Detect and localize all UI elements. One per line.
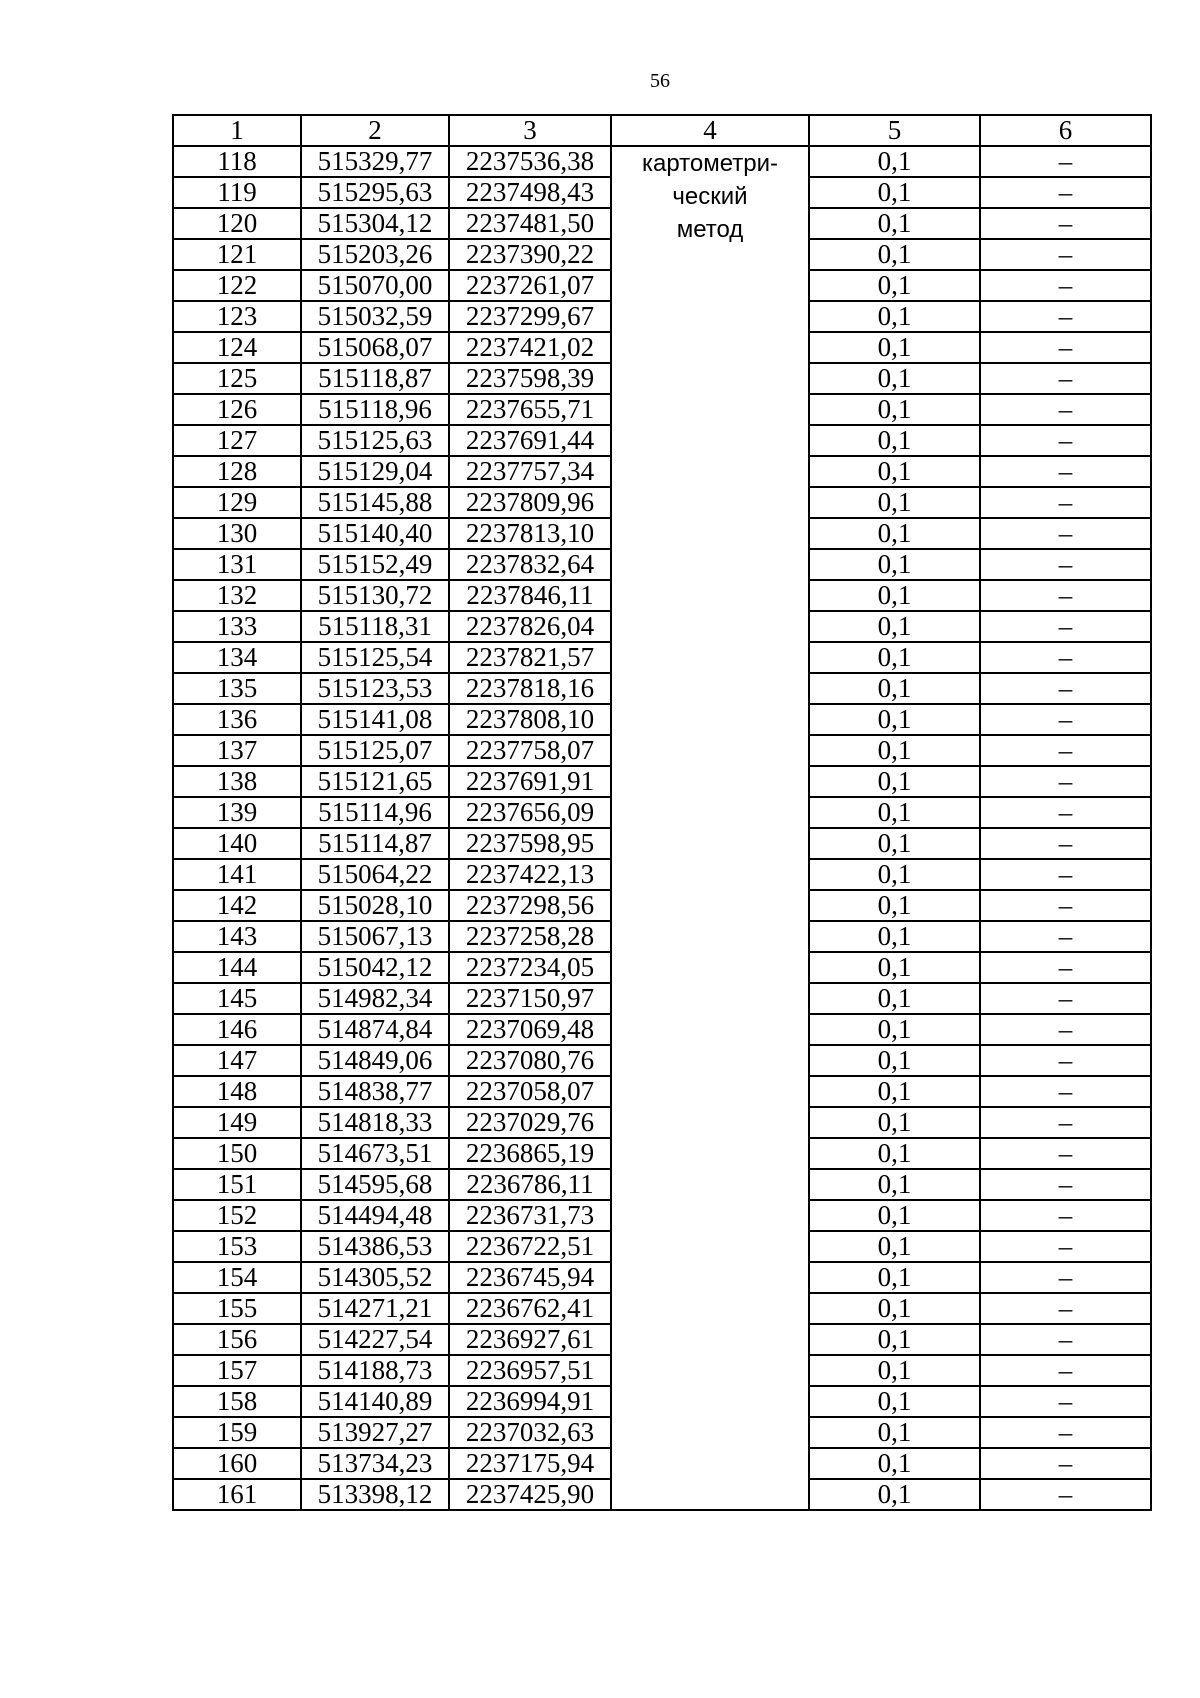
point-number-cell: 132: [173, 580, 301, 611]
method-cell: [611, 146, 809, 1510]
accuracy-cell: 0,1: [809, 983, 980, 1014]
accuracy-cell: 0,1: [809, 518, 980, 549]
note-cell: –: [980, 425, 1151, 456]
accuracy-cell: 0,1: [809, 1045, 980, 1076]
page-number: 56: [650, 70, 670, 92]
coordinate-x-cell: 515067,13: [301, 921, 449, 952]
accuracy-cell: 0,1: [809, 1355, 980, 1386]
header-cell-6: 6: [980, 115, 1151, 146]
note-cell: –: [980, 1076, 1151, 1107]
point-number-cell: 120: [173, 208, 301, 239]
coordinate-y-cell: 2236994,91: [449, 1386, 611, 1417]
coordinate-x-cell: 514982,34: [301, 983, 449, 1014]
coordinate-y-cell: 2236927,61: [449, 1324, 611, 1355]
coordinate-x-cell: 515304,12: [301, 208, 449, 239]
accuracy-cell: 0,1: [809, 394, 980, 425]
point-number-cell: 129: [173, 487, 301, 518]
coordinate-x-cell: 515129,04: [301, 456, 449, 487]
note-cell: –: [980, 332, 1151, 363]
coordinate-x-cell: 515118,96: [301, 394, 449, 425]
accuracy-cell: 0,1: [809, 1138, 980, 1169]
header-cell-2: 2: [301, 115, 449, 146]
point-number-cell: 149: [173, 1107, 301, 1138]
accuracy-cell: 0,1: [809, 611, 980, 642]
coordinate-y-cell: 2237813,10: [449, 518, 611, 549]
coordinate-x-cell: 514673,51: [301, 1138, 449, 1169]
point-number-cell: 122: [173, 270, 301, 301]
coordinate-x-cell: 515064,22: [301, 859, 449, 890]
accuracy-cell: 0,1: [809, 766, 980, 797]
coordinate-y-cell: 2237058,07: [449, 1076, 611, 1107]
accuracy-cell: 0,1: [809, 735, 980, 766]
coordinate-y-cell: 2236745,94: [449, 1262, 611, 1293]
point-number-cell: 130: [173, 518, 301, 549]
coordinate-x-cell: 515118,87: [301, 363, 449, 394]
point-number-cell: 138: [173, 766, 301, 797]
note-cell: –: [980, 270, 1151, 301]
accuracy-cell: 0,1: [809, 425, 980, 456]
coordinate-x-cell: 515295,63: [301, 177, 449, 208]
coordinate-x-cell: 515329,77: [301, 146, 449, 177]
note-cell: –: [980, 1200, 1151, 1231]
coordinate-y-cell: 2236786,11: [449, 1169, 611, 1200]
point-number-cell: 143: [173, 921, 301, 952]
point-number-cell: 148: [173, 1076, 301, 1107]
note-cell: –: [980, 952, 1151, 983]
header-cell-5: 5: [809, 115, 980, 146]
note-cell: –: [980, 766, 1151, 797]
note-cell: –: [980, 797, 1151, 828]
coordinate-y-cell: 2237029,76: [449, 1107, 611, 1138]
coordinate-y-cell: 2237691,44: [449, 425, 611, 456]
header-cell-1: 1: [173, 115, 301, 146]
coordinate-y-cell: 2237258,28: [449, 921, 611, 952]
accuracy-cell: 0,1: [809, 177, 980, 208]
accuracy-cell: 0,1: [809, 1479, 980, 1510]
note-cell: –: [980, 859, 1151, 890]
coordinate-x-cell: 515114,87: [301, 828, 449, 859]
header-row: [173, 115, 1151, 146]
coordinate-x-cell: 515114,96: [301, 797, 449, 828]
header-cell-4: 4: [611, 115, 809, 146]
coordinate-x-cell: 515125,54: [301, 642, 449, 673]
point-number-cell: 123: [173, 301, 301, 332]
point-number-cell: 139: [173, 797, 301, 828]
point-number-cell: 161: [173, 1479, 301, 1510]
coordinate-y-cell: 2237150,97: [449, 983, 611, 1014]
coordinate-y-cell: 2237234,05: [449, 952, 611, 983]
coordinate-y-cell: 2237846,11: [449, 580, 611, 611]
coordinate-x-cell: 515070,00: [301, 270, 449, 301]
point-number-cell: 133: [173, 611, 301, 642]
coordinate-y-cell: 2237826,04: [449, 611, 611, 642]
coordinate-y-cell: 2237261,07: [449, 270, 611, 301]
note-cell: –: [980, 394, 1151, 425]
note-cell: –: [980, 1386, 1151, 1417]
point-number-cell: 150: [173, 1138, 301, 1169]
point-number-cell: 158: [173, 1386, 301, 1417]
coordinate-x-cell: 514494,48: [301, 1200, 449, 1231]
coordinate-y-cell: 2237821,57: [449, 642, 611, 673]
coordinate-y-cell: 2237655,71: [449, 394, 611, 425]
coordinate-y-cell: 2236957,51: [449, 1355, 611, 1386]
coordinate-x-cell: 515068,07: [301, 332, 449, 363]
note-cell: –: [980, 146, 1151, 177]
note-cell: –: [980, 921, 1151, 952]
point-number-cell: 142: [173, 890, 301, 921]
note-cell: –: [980, 673, 1151, 704]
point-number-cell: 156: [173, 1324, 301, 1355]
coordinate-x-cell: 515032,59: [301, 301, 449, 332]
note-cell: –: [980, 208, 1151, 239]
coordinate-x-cell: 514874,84: [301, 1014, 449, 1045]
note-cell: –: [980, 1107, 1151, 1138]
note-cell: –: [980, 1014, 1151, 1045]
note-cell: –: [980, 1448, 1151, 1479]
note-cell: –: [980, 239, 1151, 270]
coordinate-x-cell: 515125,07: [301, 735, 449, 766]
method-text-line: картометри-: [641, 150, 779, 177]
note-cell: –: [980, 580, 1151, 611]
point-number-cell: 140: [173, 828, 301, 859]
point-number-cell: 126: [173, 394, 301, 425]
point-number-cell: 127: [173, 425, 301, 456]
point-number-cell: 121: [173, 239, 301, 270]
note-cell: –: [980, 1138, 1151, 1169]
accuracy-cell: 0,1: [809, 301, 980, 332]
accuracy-cell: 0,1: [809, 859, 980, 890]
coordinate-x-cell: 515130,72: [301, 580, 449, 611]
accuracy-cell: 0,1: [809, 797, 980, 828]
point-number-cell: 124: [173, 332, 301, 363]
coordinate-y-cell: 2237390,22: [449, 239, 611, 270]
accuracy-cell: 0,1: [809, 828, 980, 859]
note-cell: –: [980, 301, 1151, 332]
coordinate-y-cell: 2237421,02: [449, 332, 611, 363]
coordinate-x-cell: 514838,77: [301, 1076, 449, 1107]
note-cell: –: [980, 1262, 1151, 1293]
note-cell: –: [980, 890, 1151, 921]
coordinate-y-cell: 2236762,41: [449, 1293, 611, 1324]
point-number-cell: 119: [173, 177, 301, 208]
accuracy-cell: 0,1: [809, 642, 980, 673]
header-cell-3: 3: [449, 115, 611, 146]
note-cell: –: [980, 828, 1151, 859]
note-cell: –: [980, 983, 1151, 1014]
accuracy-cell: 0,1: [809, 1386, 980, 1417]
point-number-cell: 159: [173, 1417, 301, 1448]
note-cell: –: [980, 1045, 1151, 1076]
coordinate-y-cell: 2237498,43: [449, 177, 611, 208]
accuracy-cell: 0,1: [809, 921, 980, 952]
point-number-cell: 151: [173, 1169, 301, 1200]
accuracy-cell: 0,1: [809, 549, 980, 580]
coordinate-x-cell: 513927,27: [301, 1417, 449, 1448]
point-number-cell: 153: [173, 1231, 301, 1262]
coordinate-x-cell: 515203,26: [301, 239, 449, 270]
coordinate-x-cell: 515152,49: [301, 549, 449, 580]
note-cell: –: [980, 611, 1151, 642]
point-number-cell: 135: [173, 673, 301, 704]
coordinate-y-cell: 2237080,76: [449, 1045, 611, 1076]
coordinate-y-cell: 2237536,38: [449, 146, 611, 177]
coordinate-y-cell: 2237691,91: [449, 766, 611, 797]
note-cell: –: [980, 1479, 1151, 1510]
coordinate-x-cell: 514305,52: [301, 1262, 449, 1293]
coordinate-x-cell: 515028,10: [301, 890, 449, 921]
point-number-cell: 136: [173, 704, 301, 735]
coordinate-x-cell: 514849,06: [301, 1045, 449, 1076]
accuracy-cell: 0,1: [809, 1076, 980, 1107]
table-body: [173, 146, 1151, 1510]
coordinate-x-cell: 515121,65: [301, 766, 449, 797]
note-cell: –: [980, 1355, 1151, 1386]
coordinate-y-cell: 2237808,10: [449, 704, 611, 735]
coordinate-y-cell: 2237656,09: [449, 797, 611, 828]
point-number-cell: 146: [173, 1014, 301, 1045]
note-cell: –: [980, 363, 1151, 394]
coordinate-x-cell: 515118,31: [301, 611, 449, 642]
accuracy-cell: 0,1: [809, 146, 980, 177]
accuracy-cell: 0,1: [809, 1324, 980, 1355]
accuracy-cell: 0,1: [809, 1293, 980, 1324]
coordinate-y-cell: 2237298,56: [449, 890, 611, 921]
coordinate-y-cell: 2237175,94: [449, 1448, 611, 1479]
coordinate-x-cell: 513734,23: [301, 1448, 449, 1479]
coordinate-x-cell: 515123,53: [301, 673, 449, 704]
note-cell: –: [980, 487, 1151, 518]
coordinate-y-cell: 2237299,67: [449, 301, 611, 332]
coordinate-y-cell: 2237481,50: [449, 208, 611, 239]
note-cell: –: [980, 549, 1151, 580]
accuracy-cell: 0,1: [809, 487, 980, 518]
accuracy-cell: 0,1: [809, 1231, 980, 1262]
point-number-cell: 131: [173, 549, 301, 580]
point-number-cell: 128: [173, 456, 301, 487]
accuracy-cell: 0,1: [809, 332, 980, 363]
point-number-cell: 154: [173, 1262, 301, 1293]
point-number-cell: 152: [173, 1200, 301, 1231]
coordinate-y-cell: 2236865,19: [449, 1138, 611, 1169]
coordinates-table: [172, 114, 1152, 1511]
accuracy-cell: 0,1: [809, 1107, 980, 1138]
note-cell: –: [980, 177, 1151, 208]
note-cell: –: [980, 1293, 1151, 1324]
coordinate-x-cell: 515042,12: [301, 952, 449, 983]
point-number-cell: 137: [173, 735, 301, 766]
coordinate-y-cell: 2237757,34: [449, 456, 611, 487]
method-text-line: метод: [676, 216, 744, 243]
accuracy-cell: 0,1: [809, 952, 980, 983]
coordinate-y-cell: 2237758,07: [449, 735, 611, 766]
coordinate-y-cell: 2237598,95: [449, 828, 611, 859]
accuracy-cell: 0,1: [809, 456, 980, 487]
accuracy-cell: 0,1: [809, 239, 980, 270]
point-number-cell: 147: [173, 1045, 301, 1076]
coordinate-x-cell: 515145,88: [301, 487, 449, 518]
point-number-cell: 145: [173, 983, 301, 1014]
coordinate-x-cell: 514818,33: [301, 1107, 449, 1138]
point-number-cell: 141: [173, 859, 301, 890]
point-number-cell: 118: [173, 146, 301, 177]
coordinate-y-cell: 2237809,96: [449, 487, 611, 518]
coordinate-x-cell: 515140,40: [301, 518, 449, 549]
coordinate-y-cell: 2236722,51: [449, 1231, 611, 1262]
accuracy-cell: 0,1: [809, 704, 980, 735]
note-cell: –: [980, 704, 1151, 735]
accuracy-cell: 0,1: [809, 1169, 980, 1200]
coordinate-y-cell: 2237818,16: [449, 673, 611, 704]
note-cell: –: [980, 456, 1151, 487]
note-cell: –: [980, 1231, 1151, 1262]
note-cell: –: [980, 1169, 1151, 1200]
accuracy-cell: 0,1: [809, 363, 980, 394]
coordinate-x-cell: 514227,54: [301, 1324, 449, 1355]
point-number-cell: 160: [173, 1448, 301, 1479]
coordinate-x-cell: 514271,21: [301, 1293, 449, 1324]
coordinate-y-cell: 2237069,48: [449, 1014, 611, 1045]
coordinate-y-cell: 2236731,73: [449, 1200, 611, 1231]
accuracy-cell: 0,1: [809, 673, 980, 704]
accuracy-cell: 0,1: [809, 1200, 980, 1231]
point-number-cell: 144: [173, 952, 301, 983]
note-cell: –: [980, 518, 1151, 549]
coordinate-x-cell: 514595,68: [301, 1169, 449, 1200]
note-cell: –: [980, 735, 1151, 766]
coordinate-y-cell: 2237422,13: [449, 859, 611, 890]
note-cell: –: [980, 1417, 1151, 1448]
accuracy-cell: 0,1: [809, 580, 980, 611]
point-number-cell: 155: [173, 1293, 301, 1324]
method-text-line: ческий: [672, 183, 748, 210]
coordinate-x-cell: 514386,53: [301, 1231, 449, 1262]
note-cell: –: [980, 1324, 1151, 1355]
coordinate-y-cell: 2237032,63: [449, 1417, 611, 1448]
point-number-cell: 157: [173, 1355, 301, 1386]
coordinate-x-cell: 515125,63: [301, 425, 449, 456]
coordinate-y-cell: 2237832,64: [449, 549, 611, 580]
accuracy-cell: 0,1: [809, 270, 980, 301]
table-row: [173, 146, 1151, 177]
coordinate-x-cell: 515141,08: [301, 704, 449, 735]
accuracy-cell: 0,1: [809, 208, 980, 239]
coordinate-x-cell: 514140,89: [301, 1386, 449, 1417]
accuracy-cell: 0,1: [809, 1014, 980, 1045]
point-number-cell: 134: [173, 642, 301, 673]
coordinate-x-cell: 514188,73: [301, 1355, 449, 1386]
coordinate-y-cell: 2237425,90: [449, 1479, 611, 1510]
accuracy-cell: 0,1: [809, 1262, 980, 1293]
point-number-cell: 125: [173, 363, 301, 394]
note-cell: –: [980, 642, 1151, 673]
accuracy-cell: 0,1: [809, 1417, 980, 1448]
accuracy-cell: 0,1: [809, 1448, 980, 1479]
coordinate-y-cell: 2237598,39: [449, 363, 611, 394]
coordinate-x-cell: 513398,12: [301, 1479, 449, 1510]
accuracy-cell: 0,1: [809, 890, 980, 921]
